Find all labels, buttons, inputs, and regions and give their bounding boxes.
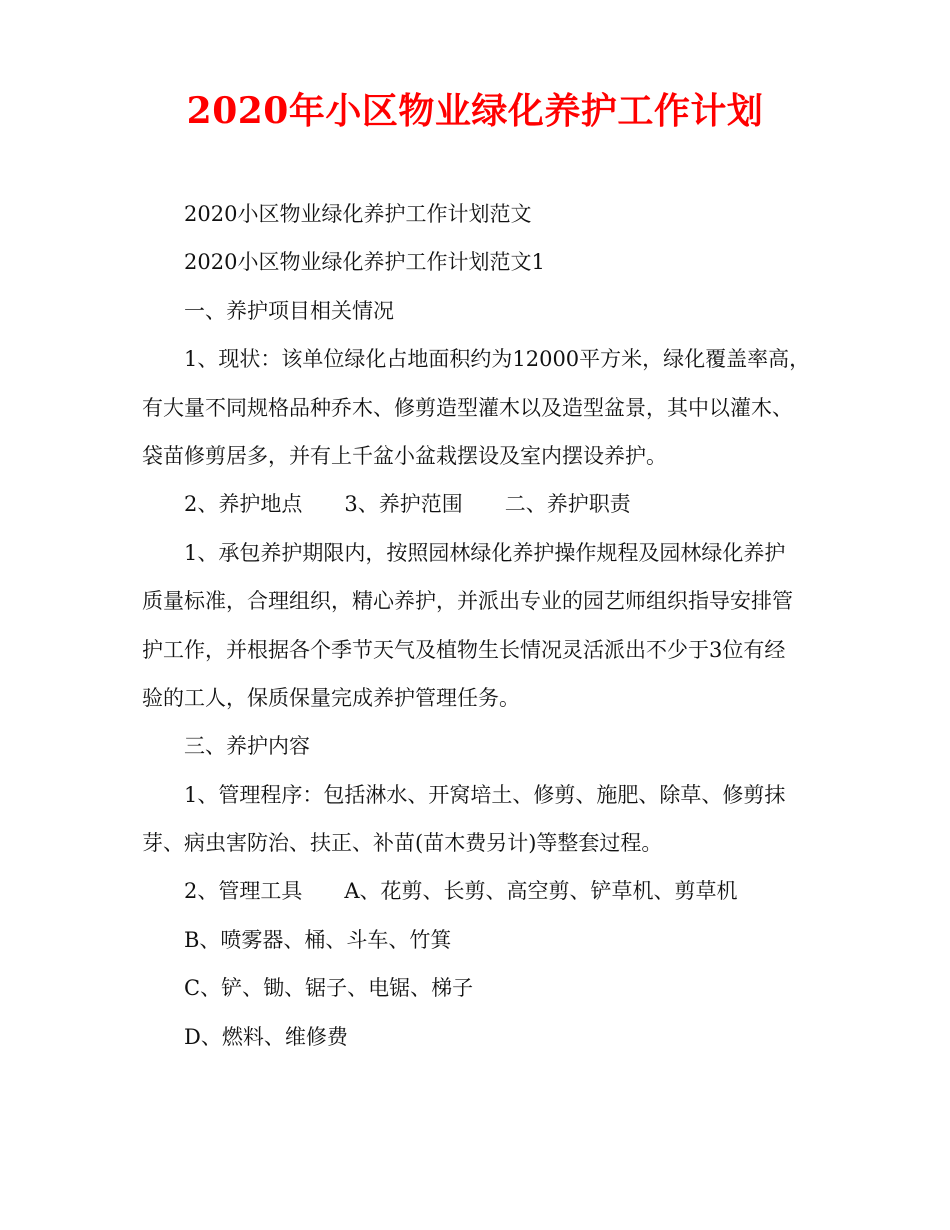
inline-item: 2、养护地点 — [184, 492, 303, 517]
paragraph-line — [142, 480, 817, 528]
paragraph-line: 芽、病虫害防治、扶正、补苗(苗木费另计)等整套过程。 — [142, 831, 663, 856]
paragraph-line: 护工作，并根据各个季节天气及植物生长情况灵活派出不少于3位有经 — [142, 637, 786, 662]
paragraph-line: 1、管理程序：包括淋水、开窝培土、修剪、施肥、除草、修剪抹 — [184, 782, 786, 807]
paragraph-line: 袋苗修剪居多，并有上千盆小盆栽摆设及室内摆设养护。 — [142, 443, 667, 468]
section-heading: 三、养护内容 — [184, 734, 310, 759]
paragraph-line: 1、承包养护期限内，按照园林绿化养护操作规程及园林绿化养护 — [184, 540, 786, 565]
section-heading: 一、养护项目相关情况 — [184, 298, 394, 323]
inline-item: 3、养护范围 — [344, 492, 463, 517]
paragraph-line: 1、现状：该单位绿化占地面积约为12000平方米，绿化覆盖率高， — [184, 347, 811, 372]
document-body — [142, 190, 817, 1061]
document-title: 2020年小区物业绿化养护工作计划 — [186, 90, 764, 132]
inline-item: A、花剪、长剪、高空剪、铲草机、剪草机 — [344, 879, 738, 904]
paragraph-line: 质量标准，合理组织，精心养护，并派出专业的园艺师组织指导安排管 — [142, 589, 793, 614]
inline-item: 二、养护职责 — [504, 492, 631, 517]
inline-item: 2、管理工具 — [184, 879, 303, 904]
paragraph-line: 2020小区物业绿化养护工作计划范文1 — [184, 250, 545, 275]
paragraph-line: D、燃料、维修费 — [184, 1024, 348, 1049]
paragraph-line: 验的工人，保质保量完成养护管理任务。 — [142, 685, 520, 710]
paragraph-line: 有大量不同规格品种乔木、修剪造型灌木以及造型盆景，其中以灌木、 — [142, 395, 793, 420]
paragraph-line — [142, 867, 817, 915]
paragraph-line: 2020小区物业绿化养护工作计划范文 — [184, 202, 532, 226]
paragraph-line: B、喷雾器、桶、斗车、竹箕 — [184, 927, 452, 952]
paragraph-line: C、铲、锄、锯子、电锯、梯子 — [184, 976, 474, 1001]
